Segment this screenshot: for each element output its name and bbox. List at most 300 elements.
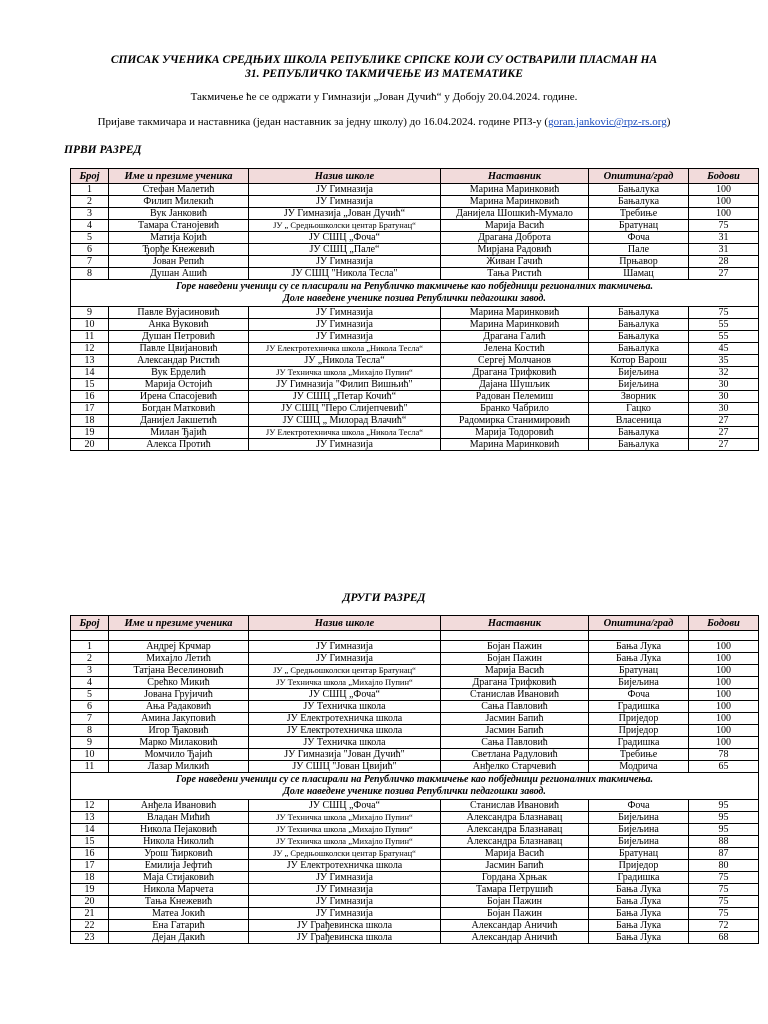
table-cell: ЈУ Гимназија xyxy=(249,184,441,196)
table-cell: Марија Васић xyxy=(441,220,589,232)
table-cell: 5 xyxy=(71,232,109,244)
table-cell: Зворник xyxy=(589,391,689,403)
table-cell: 19 xyxy=(71,427,109,439)
table-cell: 75 xyxy=(689,884,759,896)
table-cell: ЈУ Грађевинска школа xyxy=(249,920,441,932)
table-cell: 23 xyxy=(71,932,109,944)
table-cell: ЈУ Грађевинска школа xyxy=(249,932,441,944)
table-cell: Сања Павловић xyxy=(441,737,589,749)
table-cell: Фоча xyxy=(589,800,689,812)
table-cell: ЈУ Гимназија xyxy=(249,872,441,884)
column-header: Назив школе xyxy=(249,616,441,631)
table-cell: 100 xyxy=(689,665,759,677)
table-cell: Емилија Јефтић xyxy=(109,860,249,872)
table-row xyxy=(71,208,759,220)
note-cell xyxy=(71,280,759,307)
table-cell: 100 xyxy=(689,737,759,749)
table-row xyxy=(71,860,759,872)
table-cell: Власеница xyxy=(589,415,689,427)
table-cell: 4 xyxy=(71,220,109,232)
table-row xyxy=(71,896,759,908)
table-row xyxy=(71,343,759,355)
table-cell: Бањалука xyxy=(589,427,689,439)
table-row xyxy=(71,256,759,268)
table-cell: 15 xyxy=(71,836,109,848)
table-cell: Бањалука xyxy=(589,439,689,451)
table-cell: Амина Јакуповић xyxy=(109,713,249,725)
table-cell: Богдан Матковић xyxy=(109,403,249,415)
table-cell: Марина Маринковић xyxy=(441,196,589,208)
table-cell: Приједор xyxy=(589,860,689,872)
table-cell: Ена Гатарић xyxy=(109,920,249,932)
table-cell: 20 xyxy=(71,896,109,908)
table-cell: 100 xyxy=(689,184,759,196)
table-cell: Бања Лука xyxy=(589,653,689,665)
table-cell: Градишка xyxy=(589,701,689,713)
table-cell: 7 xyxy=(71,256,109,268)
table-row xyxy=(71,737,759,749)
column-header: Број xyxy=(71,169,109,184)
table-row xyxy=(71,725,759,737)
table-cell: 28 xyxy=(689,256,759,268)
table-cell: ЈУ СШЦ „Фоча“ xyxy=(249,232,441,244)
table-cell: ЈУ Техничка школа „Михајло Пупин“ xyxy=(249,367,441,379)
table-cell: 12 xyxy=(71,343,109,355)
grade1-table xyxy=(70,168,759,451)
table-cell: Бања Лука xyxy=(589,641,689,653)
table-cell: 20 xyxy=(71,439,109,451)
table-cell: Јована Грујичић xyxy=(109,689,249,701)
table-cell: ЈУ СШЦ "Јован Цвијић" xyxy=(249,761,441,773)
table-cell: ЈУ Гимназија „Јован Дучић“ xyxy=(249,208,441,220)
column-header: Назив школе xyxy=(249,169,441,184)
table-cell: Марија Остојић xyxy=(109,379,249,391)
table-cell: ЈУ Гимназија xyxy=(249,884,441,896)
registration-info-text: Пријаве такмичара и наставника (један наставник за једну школу) до 16.04.2024. године РПЗ-у ( xyxy=(97,116,549,128)
note-row xyxy=(71,280,759,307)
table-cell: Алекса Протић xyxy=(109,439,249,451)
table-row xyxy=(71,836,759,848)
table-cell: Бањалука xyxy=(589,307,689,319)
table-cell: 30 xyxy=(689,391,759,403)
table-row xyxy=(71,331,759,343)
table-cell: Александра Блазнавац xyxy=(441,812,589,824)
table-cell: Марија Тодоровић xyxy=(441,427,589,439)
grade2-heading: ДРУГИ РАЗРЕД xyxy=(342,592,426,604)
table-cell: ЈУ Електротехничка школа xyxy=(249,860,441,872)
table-cell: Владан Мићић xyxy=(109,812,249,824)
table-cell: 65 xyxy=(689,761,759,773)
spacer-cell xyxy=(249,631,441,641)
table-row xyxy=(71,908,759,920)
table-cell: 11 xyxy=(71,331,109,343)
table-cell: Бојан Пажин xyxy=(441,641,589,653)
table-cell: Тања Ристић xyxy=(441,268,589,280)
table-cell: 3 xyxy=(71,208,109,220)
table-cell: Марина Маринковић xyxy=(441,307,589,319)
table-cell: 27 xyxy=(689,415,759,427)
table-cell: Вук Јанковић xyxy=(109,208,249,220)
table-cell: Душан Ашић xyxy=(109,268,249,280)
table-cell: Градишка xyxy=(589,872,689,884)
table-cell: 3 xyxy=(71,665,109,677)
table-cell: Братунац xyxy=(589,220,689,232)
table-cell: ЈУ СШЦ "Перо Слијепчевић" xyxy=(249,403,441,415)
table-cell: ЈУ Електротехничка школа „Никола Тесла“ xyxy=(249,427,441,439)
table-cell: 75 xyxy=(689,307,759,319)
table-cell: Бојан Пажин xyxy=(441,653,589,665)
table-cell: Гацко xyxy=(589,403,689,415)
table-cell: Бањалука xyxy=(589,184,689,196)
table-cell: 1 xyxy=(71,184,109,196)
column-header: Наставник xyxy=(441,616,589,631)
note-row xyxy=(71,773,759,800)
table-cell: Јасмин Бапић xyxy=(441,725,589,737)
table-cell: Бања Лука xyxy=(589,884,689,896)
table-cell: Шамац xyxy=(589,268,689,280)
table-cell: 100 xyxy=(689,196,759,208)
table-cell: ЈУ Електротехничка школа „Никола Тесла“ xyxy=(249,343,441,355)
table-cell: ЈУ Гимназија xyxy=(249,307,441,319)
table-cell: ЈУ Електротехничка школа xyxy=(249,713,441,725)
table-cell: ЈУ Техничка школа „Михајло Пупин“ xyxy=(249,824,441,836)
table-cell: Тања Кнежевић xyxy=(109,896,249,908)
table-cell: Сања Павловић xyxy=(441,701,589,713)
table-cell: Мирјана Радовић xyxy=(441,244,589,256)
spacer-cell xyxy=(589,631,689,641)
table-cell: ЈУ Гимназија xyxy=(249,319,441,331)
table-cell: 32 xyxy=(689,367,759,379)
table-cell: Дајана Шушљик xyxy=(441,379,589,391)
spacer-cell xyxy=(441,631,589,641)
table-cell: ЈУ Гимназија xyxy=(249,331,441,343)
table-header-row xyxy=(71,169,759,184)
table-cell: 27 xyxy=(689,427,759,439)
table-cell: Данијел Јакшетић xyxy=(109,415,249,427)
table-row xyxy=(71,848,759,860)
table-cell: Марко Милаковић xyxy=(109,737,249,749)
table-cell: Бањалука xyxy=(589,196,689,208)
table-cell: Срећко Микић xyxy=(109,677,249,689)
note-line2: Доле наведене ученике позива Републички педагошки завод. xyxy=(283,293,546,304)
table-cell: Братунац xyxy=(589,665,689,677)
table-cell: Никола Николић xyxy=(109,836,249,848)
table-cell: 13 xyxy=(71,355,109,367)
table-row xyxy=(71,800,759,812)
table-cell: 7 xyxy=(71,713,109,725)
table-cell: 2 xyxy=(71,653,109,665)
table-cell: 100 xyxy=(689,653,759,665)
table-cell: 9 xyxy=(71,307,109,319)
registration-info xyxy=(0,116,768,128)
table-cell: 55 xyxy=(689,331,759,343)
grade2-table xyxy=(70,615,759,944)
table-row xyxy=(71,884,759,896)
table-cell: Бања Лука xyxy=(589,920,689,932)
table-cell: ЈУ Техничка школа „Михајло Пупин“ xyxy=(249,836,441,848)
table-cell: Требиње xyxy=(589,749,689,761)
table-cell: Сергеј Молчанов xyxy=(441,355,589,367)
table-cell: 75 xyxy=(689,896,759,908)
email-link[interactable]: goran.jankovic@rpz-rs.org xyxy=(548,116,667,128)
table-row xyxy=(71,932,759,944)
table-row xyxy=(71,415,759,427)
table-cell: 27 xyxy=(689,268,759,280)
table-cell: Приједор xyxy=(589,713,689,725)
table-cell: 5 xyxy=(71,689,109,701)
table-cell: ЈУ „ Средњошколски центар Братунац“ xyxy=(249,848,441,860)
table-cell: 31 xyxy=(689,232,759,244)
table-cell: 12 xyxy=(71,800,109,812)
table-cell: Бранко Чабрило xyxy=(441,403,589,415)
column-header: Наставник xyxy=(441,169,589,184)
table-cell: 100 xyxy=(689,701,759,713)
table-row xyxy=(71,427,759,439)
table-row xyxy=(71,319,759,331)
table-cell: ЈУ Гимназија "Филип Вишњић" xyxy=(249,379,441,391)
table-cell: 17 xyxy=(71,403,109,415)
table-cell: Бања Лука xyxy=(589,896,689,908)
table-row xyxy=(71,713,759,725)
table-cell: Анка Вуковић xyxy=(109,319,249,331)
spacer-cell xyxy=(71,631,109,641)
table-cell: Момчило Ђајић xyxy=(109,749,249,761)
table-cell: 19 xyxy=(71,884,109,896)
table-cell: 21 xyxy=(71,908,109,920)
table-cell: Марина Маринковић xyxy=(441,184,589,196)
table-cell: ЈУ СШЦ "Никола Тесла" xyxy=(249,268,441,280)
table-cell: Бањалука xyxy=(589,343,689,355)
table-cell: 6 xyxy=(71,701,109,713)
table-cell: 80 xyxy=(689,860,759,872)
table-cell: Александар Аничић xyxy=(441,932,589,944)
table-cell: Анђелко Старчевић xyxy=(441,761,589,773)
table-row xyxy=(71,701,759,713)
table-cell: 95 xyxy=(689,812,759,824)
table-cell: 87 xyxy=(689,848,759,860)
table-cell: Ања Радаковић xyxy=(109,701,249,713)
table-cell: Никола Марчета xyxy=(109,884,249,896)
table-row xyxy=(71,872,759,884)
table-cell: 17 xyxy=(71,860,109,872)
table-cell: 8 xyxy=(71,725,109,737)
table-cell: ЈУ СШЦ „Пале“ xyxy=(249,244,441,256)
table-cell: Никола Пејаковић xyxy=(109,824,249,836)
table-cell: Бијељина xyxy=(589,379,689,391)
table-header-row xyxy=(71,616,759,631)
note-line1: Горе наведени ученици су се пласирали на Републичко такмичење као побједници регионалних такмичења. xyxy=(175,774,654,785)
column-header: Бодови xyxy=(689,616,759,631)
table-cell: 14 xyxy=(71,824,109,836)
table-cell: Матеа Јокић xyxy=(109,908,249,920)
table-cell: Лазар Милкић xyxy=(109,761,249,773)
table-cell: Бијељина xyxy=(589,824,689,836)
spacer-cell xyxy=(689,631,759,641)
table-row xyxy=(71,307,759,319)
table-cell: Тамара Станојевић xyxy=(109,220,249,232)
table-row xyxy=(71,367,759,379)
table-cell: Душан Петровић xyxy=(109,331,249,343)
table-row xyxy=(71,244,759,256)
table-cell: Требиње xyxy=(589,208,689,220)
grade1-heading: ПРВИ РАЗРЕД xyxy=(64,144,142,156)
table-cell: Градишка xyxy=(589,737,689,749)
table-cell: 10 xyxy=(71,319,109,331)
table-cell: ЈУ Гимназија xyxy=(249,641,441,653)
note-cell xyxy=(71,773,759,800)
column-header: Општина/град xyxy=(589,616,689,631)
table-cell: Јован Репић xyxy=(109,256,249,268)
table-cell: Живан Гачић xyxy=(441,256,589,268)
table-cell: 11 xyxy=(71,761,109,773)
table-cell: Марина Маринковић xyxy=(441,439,589,451)
table-cell: Бијељина xyxy=(589,812,689,824)
table-cell: Татјана Веселиновић xyxy=(109,665,249,677)
table-cell: 75 xyxy=(689,220,759,232)
table-row xyxy=(71,391,759,403)
table-cell: Бањалука xyxy=(589,319,689,331)
competition-info: Такмичење ће се одржати у Гимназији „Јован Дучић“ у Добоју 20.04.2024. године. xyxy=(190,91,578,103)
table-cell: Бојан Пажин xyxy=(441,896,589,908)
table-cell: Прњавор xyxy=(589,256,689,268)
table-cell: Стефан Малетић xyxy=(109,184,249,196)
table-cell: 75 xyxy=(689,872,759,884)
table-cell: 1 xyxy=(71,641,109,653)
table-cell: Игор Ђаковић xyxy=(109,725,249,737)
table-row xyxy=(71,379,759,391)
table-cell: 55 xyxy=(689,319,759,331)
table-cell: ЈУ СШЦ „ Милорад Влачић“ xyxy=(249,415,441,427)
table-cell: 68 xyxy=(689,932,759,944)
table-cell: 30 xyxy=(689,403,759,415)
table-cell: Приједор xyxy=(589,725,689,737)
table-row xyxy=(71,184,759,196)
table-cell: 78 xyxy=(689,749,759,761)
table-cell: ЈУ Електротехничка школа xyxy=(249,725,441,737)
table-cell: Драгана Галић xyxy=(441,331,589,343)
table-cell: Јасмин Бапић xyxy=(441,860,589,872)
table-cell: 18 xyxy=(71,415,109,427)
table-cell: Бијељина xyxy=(589,367,689,379)
table-cell: 75 xyxy=(689,908,759,920)
table-cell: ЈУ „ Средњошколски центар Братунац“ xyxy=(249,220,441,232)
table-cell: Александра Блазнавац xyxy=(441,836,589,848)
table-cell: 100 xyxy=(689,641,759,653)
table-cell: Александар Аничић xyxy=(441,920,589,932)
table-cell: ЈУ Гимназија xyxy=(249,439,441,451)
table-cell: 35 xyxy=(689,355,759,367)
table-row xyxy=(71,355,759,367)
spacer-row xyxy=(71,631,759,641)
table-row xyxy=(71,641,759,653)
table-cell: 15 xyxy=(71,379,109,391)
table-row xyxy=(71,824,759,836)
spacer-cell xyxy=(109,631,249,641)
table-cell: Котор Варош xyxy=(589,355,689,367)
table-row xyxy=(71,812,759,824)
table-cell: Маја Стијаковић xyxy=(109,872,249,884)
table-cell: Бијељина xyxy=(589,677,689,689)
table-cell: ЈУ Гимназија xyxy=(249,653,441,665)
column-header: Општина/град xyxy=(589,169,689,184)
table-row xyxy=(71,232,759,244)
table-row xyxy=(71,920,759,932)
table-cell: ЈУ СШЦ „Фоча“ xyxy=(249,800,441,812)
table-cell: Тамара Петрушић xyxy=(441,884,589,896)
table-cell: Драгана Трифковић xyxy=(441,367,589,379)
table-row xyxy=(71,439,759,451)
table-cell: ЈУ СШЦ „Петар Кочић“ xyxy=(249,391,441,403)
table-row xyxy=(71,268,759,280)
table-cell: 9 xyxy=(71,737,109,749)
table-cell: Бањалука xyxy=(589,331,689,343)
table-cell: Ирена Спасојевић xyxy=(109,391,249,403)
table-cell: Марија Васић xyxy=(441,665,589,677)
table-cell: 95 xyxy=(689,824,759,836)
table-cell: Александра Блазнавац xyxy=(441,824,589,836)
table-cell: Гордана Хрњак xyxy=(441,872,589,884)
table-cell: 100 xyxy=(689,677,759,689)
table-cell: Александар Ристић xyxy=(109,355,249,367)
table-cell: ЈУ Гимназија xyxy=(249,256,441,268)
table-cell: Драгана Трифковић xyxy=(441,677,589,689)
registration-info-close: ) xyxy=(666,116,671,128)
table-cell: Јасмин Бапић xyxy=(441,713,589,725)
table-cell: Данијела Шошкић-Мумало xyxy=(441,208,589,220)
table-cell: Станислав Ивановић xyxy=(441,689,589,701)
table-cell: 27 xyxy=(689,439,759,451)
table-cell: Модрича xyxy=(589,761,689,773)
table-cell: 2 xyxy=(71,196,109,208)
table-cell: 72 xyxy=(689,920,759,932)
table-cell: 30 xyxy=(689,379,759,391)
table-cell: Драгана Доброта xyxy=(441,232,589,244)
note-line2: Доле наведене ученике позива Републички педагошки завод. xyxy=(283,786,546,797)
table-cell: Бања Лука xyxy=(589,908,689,920)
table-cell: 100 xyxy=(689,725,759,737)
table-cell: Јелена Костић xyxy=(441,343,589,355)
column-header: Бодови xyxy=(689,169,759,184)
table-cell: 6 xyxy=(71,244,109,256)
table-cell: ЈУ Гимназија xyxy=(249,908,441,920)
table-cell: ЈУ Гимназија xyxy=(249,896,441,908)
table-cell: Бања Лука xyxy=(589,932,689,944)
table-cell: Павле Вујасиновић xyxy=(109,307,249,319)
table-cell: 22 xyxy=(71,920,109,932)
table-row xyxy=(71,677,759,689)
table-cell: Павле Цвијановић xyxy=(109,343,249,355)
table-cell: 88 xyxy=(689,836,759,848)
table-cell: 31 xyxy=(689,244,759,256)
table-cell: Радомирка Станимировић xyxy=(441,415,589,427)
document-title-line2: 31. РЕПУБЛИЧКО ТАКМИЧЕЊЕ ИЗ МАТЕМАТИКЕ xyxy=(245,68,523,80)
table-cell: Фоча xyxy=(589,232,689,244)
table-cell: ЈУ Техничка школа „Михајло Пупин“ xyxy=(249,677,441,689)
table-row xyxy=(71,403,759,415)
table-cell: Филип Милекић xyxy=(109,196,249,208)
table-cell: Бојан Пажин xyxy=(441,908,589,920)
table-cell: 100 xyxy=(689,713,759,725)
table-row xyxy=(71,653,759,665)
table-cell: Андреј Крчмар xyxy=(109,641,249,653)
table-cell: Милан Ђајић xyxy=(109,427,249,439)
table-row xyxy=(71,220,759,232)
column-header: Број xyxy=(71,616,109,631)
table-cell: Урош Ћирковић xyxy=(109,848,249,860)
table-row xyxy=(71,196,759,208)
table-cell: Ђорђе Кнежевић xyxy=(109,244,249,256)
table-row xyxy=(71,689,759,701)
